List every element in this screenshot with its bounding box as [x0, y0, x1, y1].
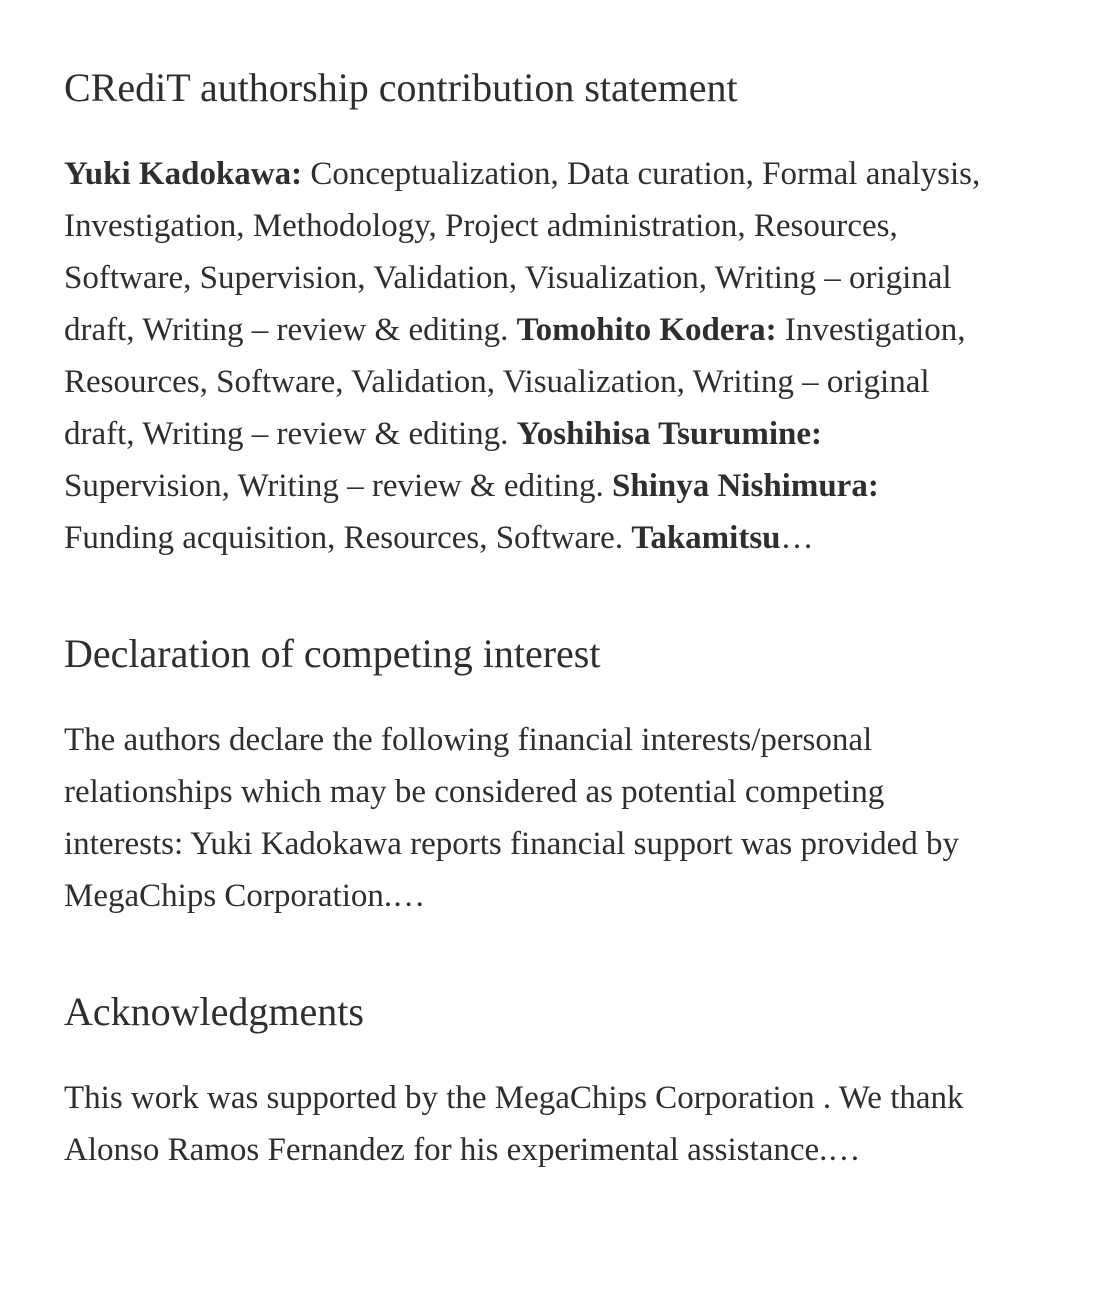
competing-interest-paragraph: The authors declare the following financial interests/personal relationships which may be considered as potential competing interests: Yuki Kadokawa reports financial support was provided by MegaChips Corporation.… [64, 722, 960, 914]
section-title-competing-interest: Declaration of competing interest [64, 631, 601, 676]
acknowledgments-paragraph: This work was supported by the MegaChips Corporation . We thank Alonso Ramos Fernandez for his experimental assistance.… [64, 1080, 964, 1168]
section-competing-interest [64, 630, 985, 922]
section-title-acknowledgments: Acknowledgments [64, 989, 364, 1034]
section-credit-authorship [64, 64, 985, 564]
credit-authorship-paragraph: Yuki Kadokawa: Conceptualization, Data curation, Formal analysis, Investigation, Methodology, Project administration, Resources, Software, Supervision, Validation, Visualization, Writing – original draft, Writing – review & editing. Tomohito Kodera: Investigation, Resources, Software, Validation, Visualization, Writing – original draft, Writing – review & editing. Yoshihisa Tsurumine: Supervision, Writing – review & editing. Shinya Nishimura: Funding acquisition, Resources, Software. Takamitsu… [64, 156, 981, 556]
section-title-credit-authorship: CRediT authorship contribution statement [64, 65, 738, 110]
section-acknowledgments [64, 988, 985, 1176]
